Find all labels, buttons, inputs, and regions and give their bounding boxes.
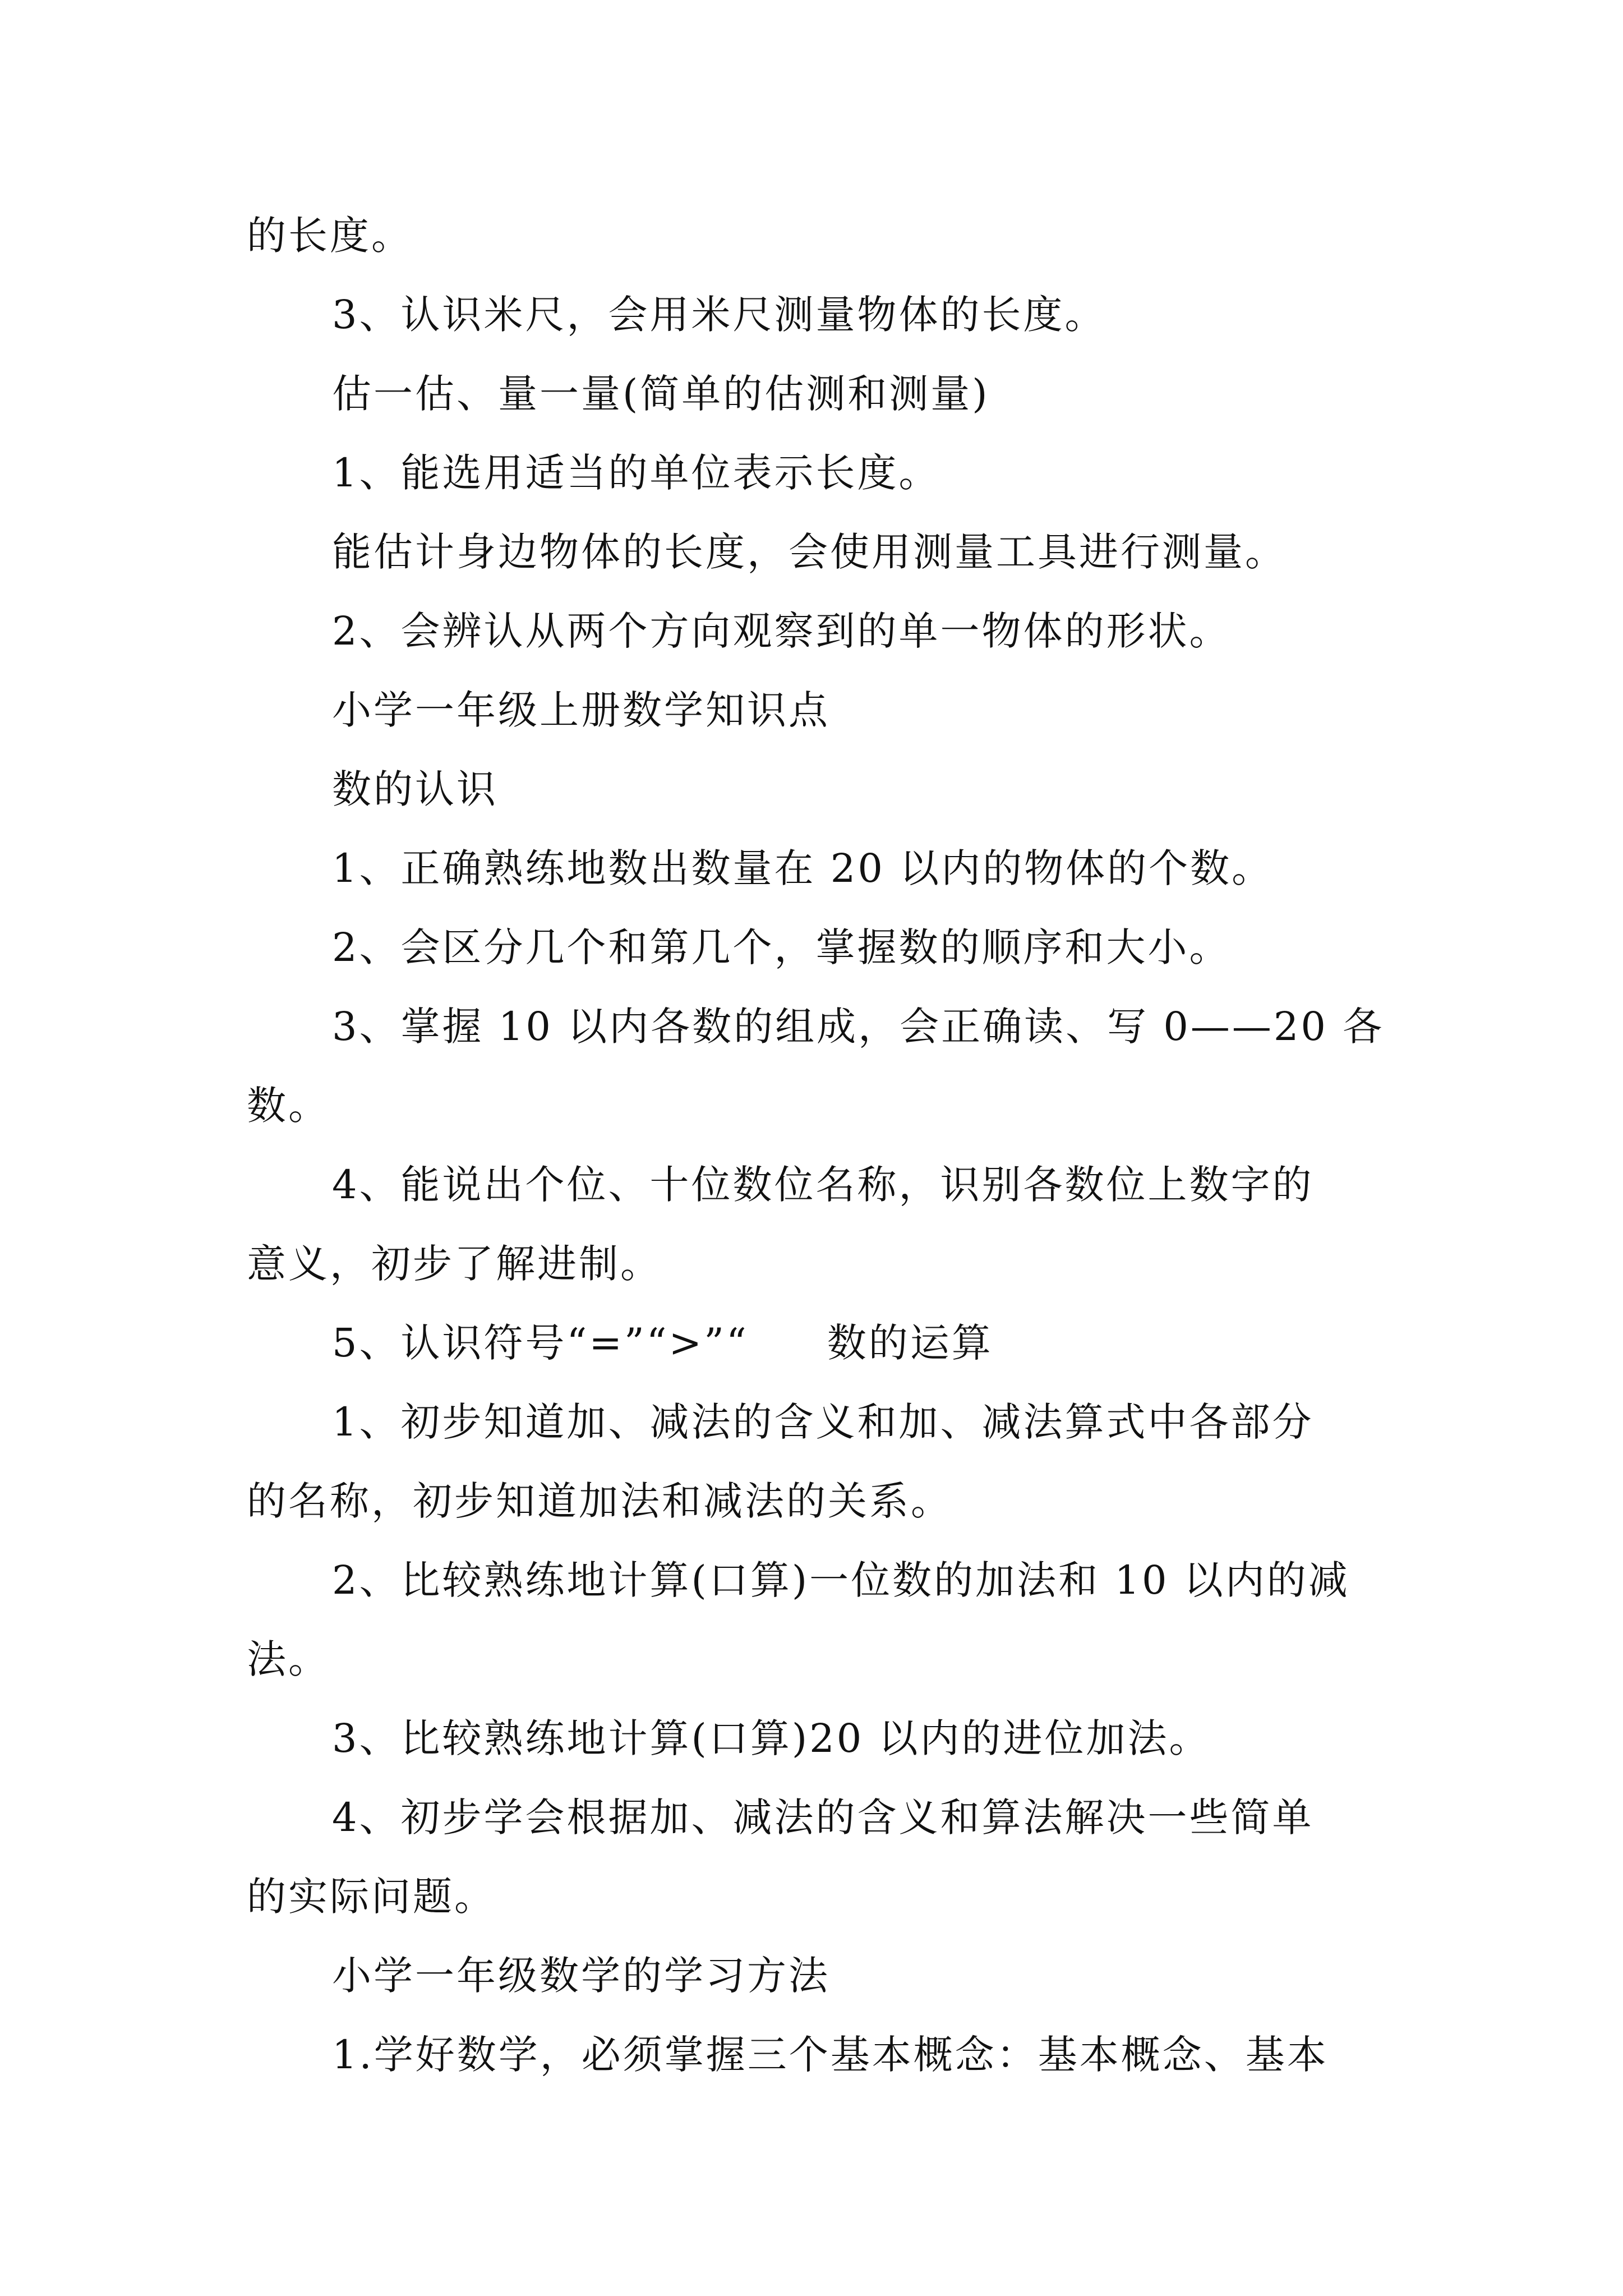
text-line: 3、比较熟练地计算(口算)20 以内的进位加法。 [332,1715,1211,1761]
text-line: 估一估、量一量(简单的估测和测量) [332,371,990,417]
text-line: 4、能说出个位、十位数位名称，识别各数位上数字的 [332,1162,1314,1208]
text-line: 的实际问题。 [247,1874,496,1920]
text-line: 3、掌握 10 以内各数的组成，会正确读、写 0——20 各 [332,1004,1385,1050]
text-line: 的名称，初步知道加法和减法的关系。 [247,1478,952,1524]
section-heading: 数的认识 [332,766,498,812]
text-segment: 5、认识符号“=”“>”“ [332,1320,749,1366]
text-line: 的长度。 [247,213,413,259]
text-line: 2、比较熟练地计算(口算)一位数的加法和 10 以内的减 [332,1557,1350,1603]
text-line: 3、认识米尺，会用米尺测量物体的长度。 [332,292,1106,338]
text-line: 能估计身边物体的长度，会使用测量工具进行测量。 [332,529,1287,575]
document-body [247,196,1385,2095]
text-line: 2、会辨认从两个方向观察到的单一物体的形状。 [332,608,1231,654]
section-heading: 小学一年级上册数学知识点 [332,687,830,733]
text-line: 数。 [247,1083,330,1129]
text-line: 意义，初步了解进制。 [247,1241,662,1287]
text-line: 1、能选用适当的单位表示长度。 [332,450,940,496]
text-line: 2、会区分几个和第几个，掌握数的顺序和大小。 [332,924,1231,970]
text-line: 1、初步知道加、减法的含义和加、减法算式中各部分 [332,1399,1314,1445]
section-heading: 数的运算 [827,1320,993,1366]
text-line: 1、正确熟练地数出数量在 20 以内的物体的个数。 [332,845,1274,891]
text-line: 1.学好数学，必须掌握三个基本概念：基本概念、基本 [332,2032,1329,2078]
text-line [247,1304,1385,1383]
section-heading: 小学一年级数学的学习方法 [332,1953,830,1999]
text-line: 法。 [247,1636,330,1682]
text-line: 4、初步学会根据加、减法的含义和算法解决一些简单 [332,1795,1314,1841]
